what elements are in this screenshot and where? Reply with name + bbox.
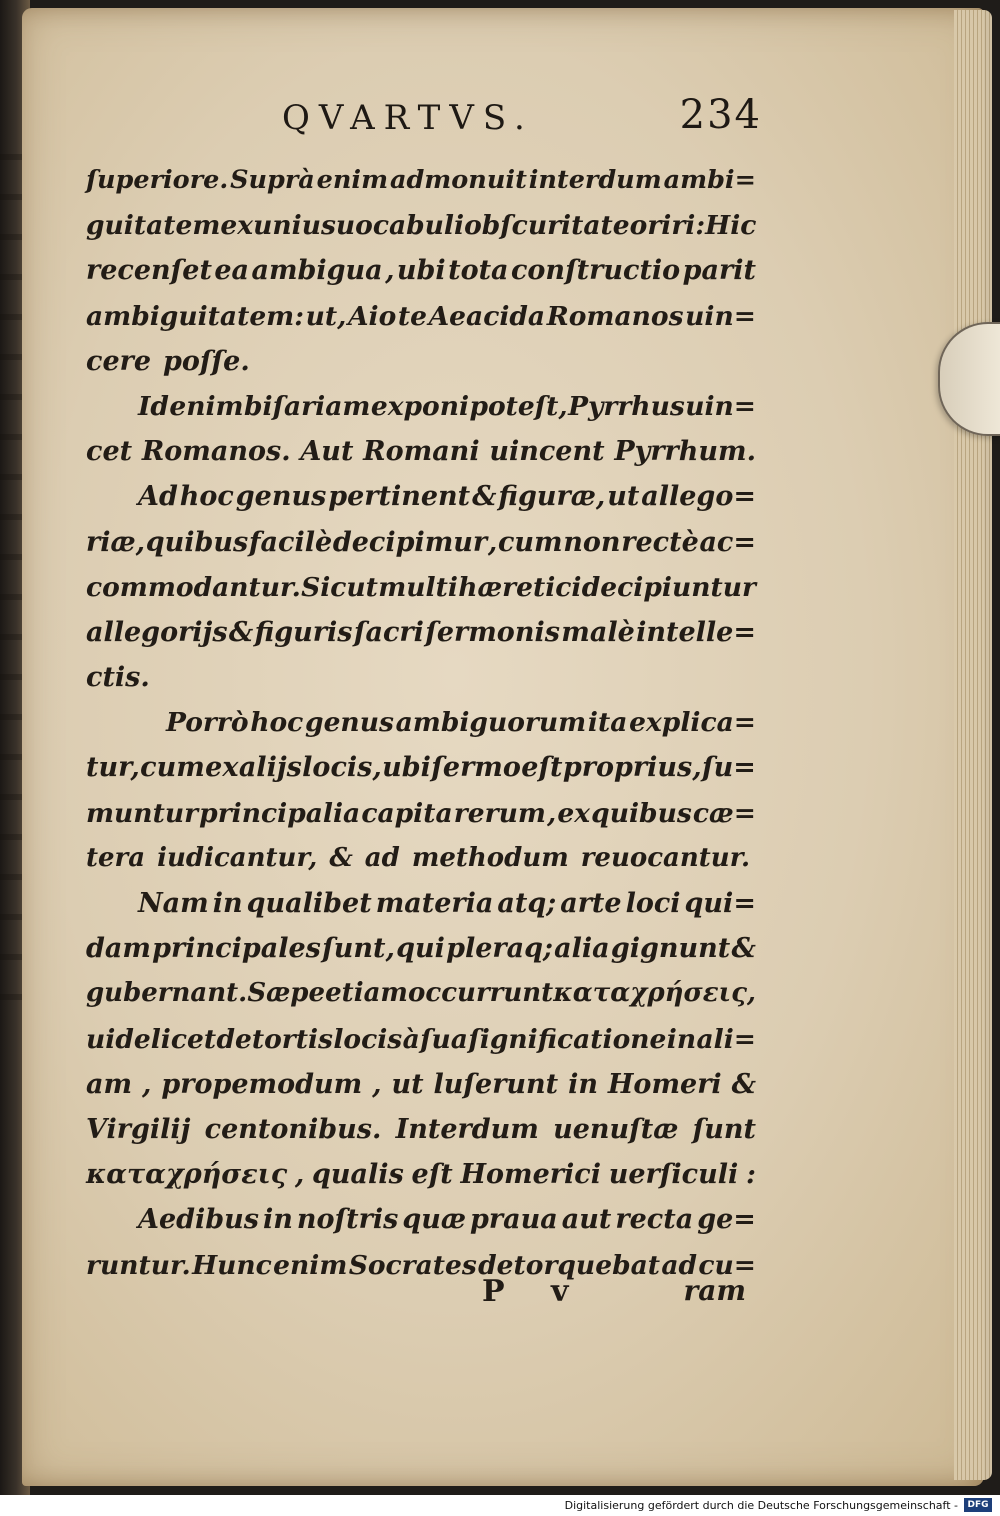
text-line (86, 203, 756, 248)
page-number: 234 (679, 92, 762, 138)
word: principales (152, 933, 321, 965)
word: poſſe. (163, 345, 250, 377)
word: ſermo (431, 752, 521, 784)
word: Sicut (301, 571, 378, 603)
word: cæ= (692, 797, 756, 829)
word: tota (448, 255, 509, 287)
word: occurrunt (408, 978, 554, 1009)
text-line (86, 791, 756, 836)
text-line (86, 1152, 756, 1197)
word: ali= (696, 1023, 756, 1055)
word: & (472, 481, 497, 513)
word: Hunc (192, 1249, 272, 1281)
word: ambiguorum (395, 707, 587, 739)
word: unius (253, 210, 336, 242)
word: gubernant. (86, 978, 248, 1009)
word: capita (361, 797, 453, 829)
word: , (372, 1068, 382, 1100)
word: ſuperiore. (86, 165, 229, 195)
word: cere (86, 345, 152, 377)
word: proprius, (562, 752, 702, 784)
word: ambi= (663, 165, 756, 195)
word: ſunt, (322, 933, 395, 965)
word: malè (561, 616, 635, 648)
text-line (86, 881, 756, 926)
word: tur, (86, 752, 140, 784)
word: commodantur. (86, 571, 301, 603)
word: ambigua (251, 255, 383, 287)
word: hoc (250, 707, 304, 739)
word: καταχρήσεις (86, 1159, 288, 1191)
word: arte (560, 888, 622, 919)
text-line (86, 294, 756, 339)
word: ut (391, 1068, 424, 1100)
word: Sæpe (247, 978, 326, 1009)
word: cum (497, 526, 563, 558)
word: & (228, 616, 254, 648)
word: : (745, 1159, 756, 1191)
running-head: QVARTVS. (282, 98, 534, 138)
word: enim (273, 1249, 348, 1281)
word: Id (138, 390, 169, 422)
word: ſunt (692, 1113, 756, 1145)
word: pleraq; (446, 933, 553, 965)
word: Romanos. (141, 436, 291, 468)
word: uincent (489, 436, 605, 468)
word: quibus (591, 797, 692, 829)
word: multi (378, 571, 458, 603)
word: guitatem (86, 210, 221, 242)
word: aut (561, 1204, 612, 1236)
word: propemodum (161, 1068, 363, 1100)
word: ex (205, 752, 239, 784)
word: eſt (521, 752, 563, 784)
word: ea (214, 255, 250, 287)
word: obſcuritate (464, 210, 630, 242)
word: ad (364, 842, 400, 873)
body-text (86, 158, 756, 1288)
word: dam (86, 933, 151, 965)
word: Suprà (230, 165, 315, 195)
text-line (86, 474, 756, 519)
text-line (86, 971, 756, 1016)
signature-mark: P v (482, 1274, 587, 1309)
word: locis (333, 1023, 403, 1055)
word: in (666, 1023, 697, 1055)
word: qualis (312, 1159, 404, 1191)
word: Pyrrhus (568, 390, 685, 422)
word: ambiguitatem: (86, 300, 305, 332)
word: alijs (238, 752, 302, 784)
word: & (329, 842, 353, 873)
word: Aio (347, 300, 397, 332)
word: ita (587, 707, 628, 739)
text-line (86, 926, 756, 971)
word: à (402, 1023, 420, 1055)
word: tera (86, 842, 146, 873)
word: uin= (685, 390, 756, 422)
word: conſtructio (510, 255, 681, 287)
word: atq; (497, 888, 557, 919)
word: praua (470, 1204, 558, 1236)
word: Porrò (166, 707, 249, 739)
text-line (86, 655, 756, 700)
word: ut, (305, 300, 347, 332)
word: runtur. (86, 1249, 191, 1281)
word: recta (615, 1204, 694, 1236)
word: non (563, 526, 621, 558)
word: rerum (453, 797, 546, 829)
word: Hic (705, 210, 757, 242)
word: qui (396, 933, 445, 965)
text-line (86, 610, 756, 655)
word: intelle= (636, 616, 756, 648)
word: decipimur (332, 526, 488, 558)
word: allegorijs (86, 616, 228, 648)
text-line (86, 339, 756, 384)
word: ſu= (702, 752, 756, 784)
word: in (568, 1068, 598, 1100)
word: muntur (86, 797, 199, 829)
word: methodum (411, 842, 569, 873)
word: am (86, 1068, 133, 1100)
text-line (86, 836, 756, 881)
word: interdum (528, 165, 662, 195)
word: Romanos (546, 300, 684, 332)
word: uocabuli (335, 210, 465, 242)
word: centonibus. (204, 1113, 382, 1145)
word: genus (305, 707, 394, 739)
word: hæretici (458, 571, 582, 603)
word: cu= (698, 1249, 756, 1281)
word: ſua (420, 1023, 468, 1055)
word: quibus (145, 526, 249, 558)
word: Romani (363, 436, 480, 468)
word: ge= (697, 1204, 756, 1236)
word: luſerunt (433, 1068, 559, 1100)
text-line (86, 429, 756, 474)
word: ac= (699, 526, 756, 558)
word: , (487, 526, 498, 558)
word: admonuit (389, 165, 527, 195)
text-line (86, 158, 756, 203)
text-line (86, 700, 756, 745)
word: ubi (396, 255, 446, 287)
page-fore-edge (954, 10, 992, 1480)
word: ctis. (86, 662, 150, 694)
word: te (397, 300, 427, 332)
word: , (385, 255, 395, 287)
word: Pyrrhum. (614, 436, 756, 468)
word: materia (375, 888, 494, 919)
word: ut (607, 481, 640, 513)
dfg-logo-icon: DFG (964, 1498, 992, 1512)
word: Nam (138, 888, 209, 919)
word: biſariam (244, 390, 371, 422)
word: , (547, 797, 557, 829)
text-line (86, 384, 756, 429)
word: qualibet (246, 888, 372, 919)
word: figuris (254, 616, 353, 648)
word: ad (661, 1249, 698, 1281)
word: figuræ, (498, 481, 606, 513)
page-header (282, 92, 762, 142)
word: Virgilij (86, 1113, 191, 1145)
word: Ad (138, 481, 178, 513)
word: Interdum (395, 1113, 539, 1145)
word: riæ, (86, 526, 146, 558)
word: in (263, 1204, 293, 1236)
word: noſtris (296, 1204, 399, 1236)
text-line (86, 248, 756, 293)
word: cum (140, 752, 205, 784)
word: pertinent (328, 481, 471, 513)
word: decipiuntur (581, 571, 756, 603)
word: facilè (248, 526, 333, 558)
word: loci (625, 888, 681, 919)
word: qui= (684, 888, 756, 919)
word: parit (682, 255, 756, 287)
text-line (86, 1062, 756, 1107)
word: καταχρήσεις, (553, 978, 756, 1009)
previous-leaf-edge (0, 120, 22, 1020)
word: allego= (641, 481, 756, 513)
word: reuocantur. (580, 842, 751, 873)
word: Aut (300, 436, 354, 468)
word: recenſet (86, 255, 212, 287)
word: uidelicet (86, 1023, 217, 1055)
digitization-credit: Digitalisierung gefördert durch die Deutsche Forschungsgemeinschaft - (564, 1499, 958, 1512)
word: ex (557, 797, 591, 829)
word: , (294, 1159, 305, 1191)
text-line (86, 1017, 756, 1062)
word: in (212, 888, 243, 919)
word: uenuſtæ (553, 1113, 679, 1145)
word: quæ (402, 1204, 467, 1236)
word: alia (554, 933, 610, 965)
word: enim (169, 390, 244, 422)
word: Homeri (607, 1068, 722, 1100)
text-line (86, 745, 756, 790)
word: hoc (179, 481, 234, 513)
catchword: ram (683, 1274, 746, 1307)
word: cet (86, 436, 133, 468)
word: locis, (302, 752, 382, 784)
text-line (86, 1107, 756, 1152)
word: uerſiculi (608, 1159, 739, 1191)
word: , (142, 1068, 152, 1100)
word: iudicantur, (157, 842, 318, 873)
word: exponi (370, 390, 470, 422)
word: ſacri (353, 616, 424, 648)
word: Aedibus (138, 1204, 259, 1236)
text-line (86, 1197, 756, 1242)
word: uin= (685, 300, 756, 332)
word: Homerici (460, 1159, 601, 1191)
word: gignunt (610, 933, 731, 965)
word: detorquebat (478, 1249, 661, 1281)
word: etiam (325, 978, 408, 1009)
word: & (731, 933, 756, 965)
word: ex (220, 210, 254, 242)
text-line (86, 520, 756, 565)
word: ſignificatione (468, 1023, 667, 1055)
word: eſt (411, 1159, 453, 1191)
catchline (86, 1274, 756, 1318)
word: ubi (382, 752, 431, 784)
word: rectè (621, 526, 699, 558)
word: explica= (629, 707, 756, 739)
word: genus (235, 481, 327, 513)
word: oriri: (629, 210, 706, 242)
word: enim (316, 165, 389, 195)
word: detortis (216, 1023, 333, 1055)
word: Socrates (348, 1249, 477, 1281)
word: principalia (199, 797, 361, 829)
word: Aeacida (428, 300, 546, 332)
word: ſermonis (425, 616, 560, 648)
word: poteſt, (469, 390, 568, 422)
word: & (731, 1068, 756, 1100)
text-line (86, 565, 756, 610)
